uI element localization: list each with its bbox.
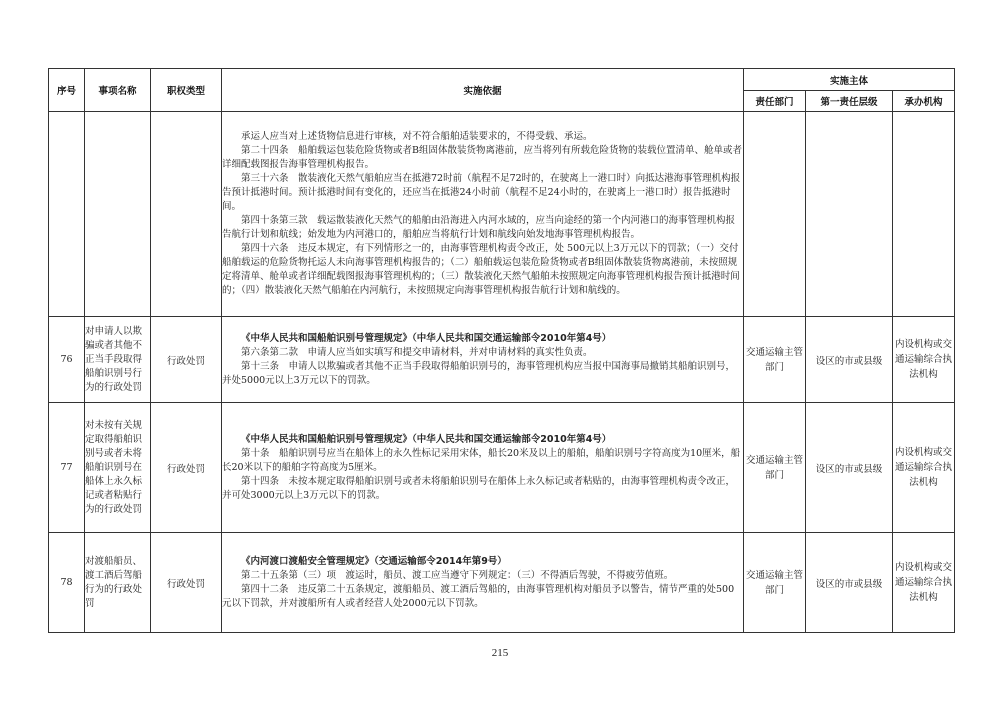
basis-paragraph: 第十四条 未按本规定取得船舶识别号或者未将船舶识别号在船体上永久标记或者粘贴的，由海事管理机构责令改正，并可处3000元以上3万元以下的罚款。 [222, 475, 736, 501]
basis-cell [222, 403, 744, 533]
row-resp-dept: 交通运输主管部门 [744, 403, 806, 533]
row-item-name: 对未按有关规定取得船舶识别号或者未将船舶识别号在船体上永久标记或者粘贴行为的行政处罚 [85, 403, 151, 533]
row-authority-type: 行政处罚 [151, 533, 222, 633]
row-seq: 76 [49, 317, 85, 403]
page-number: 215 [491, 647, 509, 659]
row-resp-dept: 交通运输主管部门 [744, 317, 806, 403]
enforcement-table [48, 68, 955, 633]
law-title: 《中华人民共和国船舶识别号管理规定》（中华人民共和国交通运输部令2010年第4号） [241, 332, 612, 344]
row-agency: 内设机构或交通运输综合执法机构 [893, 317, 955, 403]
row-agency: 内设机构或交通运输综合执法机构 [893, 403, 955, 533]
law-title: 《内河渡口渡船安全管理规定》（交通运输部令2014年第9号） [241, 555, 507, 567]
basis-paragraph: 第四十六条 违反本规定，有下列情形之一的，由海事管理机构责令改正，处 500元以上3万元以下的罚款；（一）交付船舶载运的危险货物托运人未向海事管理机构报告的；（二）船舶载运包装危险货物或者B组固体散装货物离港前，未按照规定将清单、舱单或者详细配载图报海事管理机构的；（三）散装液化天然气船舶未按照规定向海事管理机构报告预计抵港时间的；（四）散装液化天然气船舶在内河航行，未按照规定向海事管理机构报告航行计划和航线的。 [222, 243, 740, 296]
table-row [49, 403, 955, 533]
basis-paragraph: 第二十五条第（三）项 渡运时，船员、渡工应当遵守下列规定：（三）不得酒后驾驶，不得疲劳值班。 [241, 569, 674, 581]
row-agency: 内设机构或交通运输综合执法机构 [893, 533, 955, 633]
header-seq: 序号 [49, 69, 85, 112]
header-authority-type: 职权类型 [151, 69, 222, 112]
basis-paragraph: 第六条第二款 申请人应当如实填写和提交申请材料，并对申请材料的真实性负责。 [241, 346, 593, 358]
basis-cell [222, 112, 744, 317]
row-authority-type: 行政处罚 [151, 403, 222, 533]
row-item-name: 对申请人以欺骗或者其他不正当手段取得船舶识别号行为的行政处罚 [85, 317, 151, 403]
table-row [49, 112, 955, 317]
table-row [49, 533, 955, 633]
basis-paragraph: 第四十条第三款 载运散装液化天然气的船舶由沿海进入内河水域的，应当向途经的第一个内河港口的海事管理机构报告航行计划和航线；始发地为内河港口的，船舶应当将航行计划和航线向始发地海事管理机构报告。 [222, 215, 736, 240]
basis-paragraph: 第十条 船舶识别号应当在船体上的永久性标记采用宋体，船长20米及以上的船舶，船舶识别号字符高度为10厘米，船长20米以下的船舶字符高度为5厘米。 [222, 447, 741, 473]
basis-paragraph: 第三十六条 散装液化天然气船舶应当在抵港72时前（航程不足72时的，在驶离上一港口时）向抵达港海事管理机构报告预计抵港时间。预计抵港时间有变化的，还应当在抵港24小时前（航程不足24小时的，在驶离上一港口时）报告抵港时间。 [222, 173, 741, 212]
basis-cell [222, 533, 744, 633]
row-seq: 77 [49, 403, 85, 533]
row-resp-dept: 交通运输主管部门 [744, 533, 806, 633]
row-first-level: 设区的市或县级 [806, 317, 893, 403]
basis-paragraph: 第二十四条 船舶载运包装危险货物或者B组固体散装货物离港前，应当将列有所载危险货物的装载位置清单、舱单或者详细配载图报告海事管理机构报告。 [222, 145, 742, 170]
header-agency: 承办机构 [893, 91, 955, 112]
header-resp-dept: 责任部门 [744, 91, 806, 112]
row-item-name: 对渡船船员、渡工酒后驾船行为的行政处罚 [85, 533, 151, 633]
law-title: 《中华人民共和国船舶识别号管理规定》（中华人民共和国交通运输部令2010年第4号） [241, 433, 612, 445]
header-first-level: 第一责任层级 [806, 91, 893, 112]
row-authority-type: 行政处罚 [151, 317, 222, 403]
basis-paragraph: 承运人应当对上述货物信息进行审核，对不符合船舶适装要求的，不得受载、承运。 [241, 131, 593, 142]
table-row [49, 317, 955, 403]
row-first-level: 设区的市或县级 [806, 403, 893, 533]
header-basis: 实施依据 [222, 69, 744, 112]
basis-paragraph: 第四十二条 违反第二十五条规定，渡船船员、渡工酒后驾船的，由海事管理机构对船员予以警告，情节严重的处500元以下罚款，并对渡船所有人或者经营人处2000元以下罚款。 [222, 583, 735, 609]
row-first-level: 设区的市或县级 [806, 533, 893, 633]
basis-cell [222, 317, 744, 403]
row-seq: 78 [49, 533, 85, 633]
basis-paragraph: 第十三条 申请人以欺骗或者其他不正当手段取得船舶识别号的，海事管理机构应当报中国海事局撤销其船舶识别号，并处5000元以上3万元以下的罚款。 [222, 360, 736, 386]
header-subject: 实施主体 [744, 69, 955, 91]
header-item-name: 事项名称 [85, 69, 151, 112]
